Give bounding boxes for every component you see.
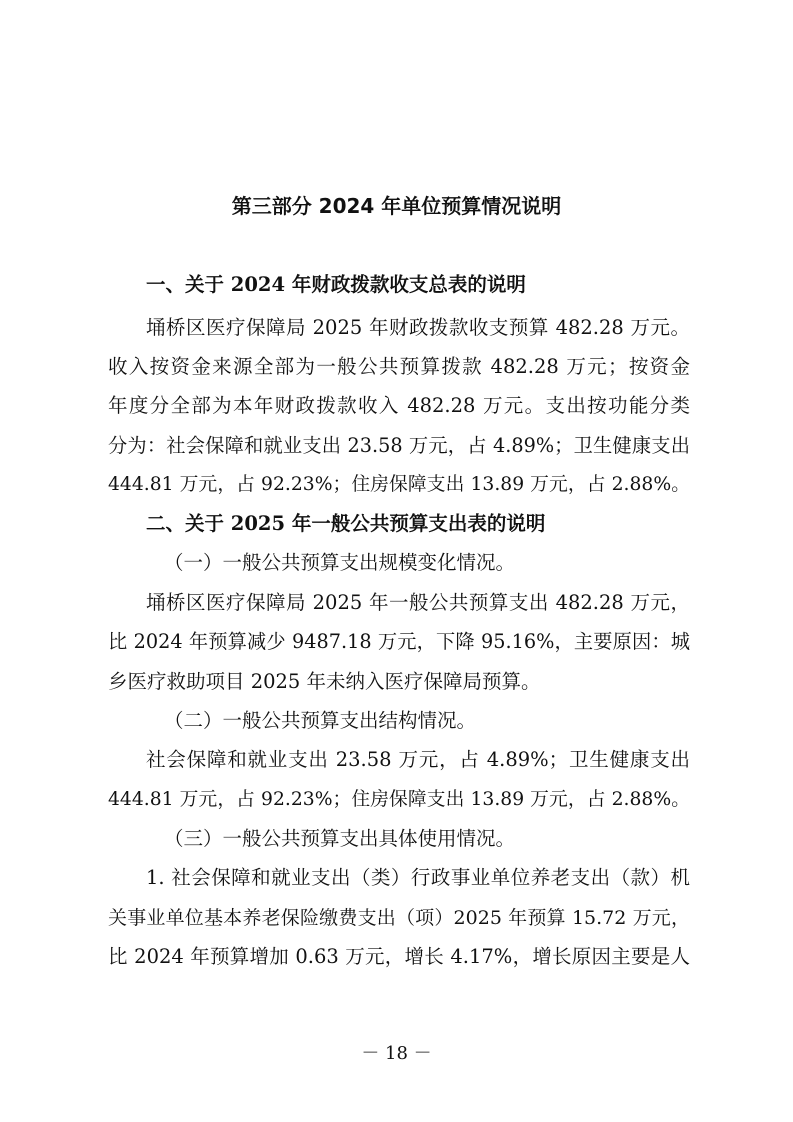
paragraph-line: 乡医疗救助项目 2025 年未纳入医疗保障局预算。	[108, 670, 541, 693]
paragraph-line: 分为：社会保障和就业支出 23.58 万元，占 4.89%；卫生健康支出	[108, 434, 690, 457]
subsection-heading: （二）一般公共预算支出结构情况。	[164, 709, 477, 732]
paragraph-line: 关事业单位基本养老保险缴费支出（项）2025 年预算 15.72 万元，	[108, 907, 690, 929]
paragraph-line: 埇桥区医疗保障局 2025 年一般公共预算支出 482.28 万元，	[146, 591, 690, 614]
paragraph-line: 比 2024 年预算减少 9487.18 万元，下降 95.16%，主要原因：城	[108, 630, 690, 653]
paragraph-line: 444.81 万元，占 92.23%；住房保障支出 13.89 万元，占 2.88%。	[108, 474, 690, 495]
section-heading-2: 二、关于 2025 年一般公共预算支出表的说明	[146, 512, 546, 535]
paragraph-line: 收入按资金来源全部为一般公共预算拨款 482.28 万元；按资金	[108, 355, 690, 378]
paragraph-line: 1. 社会保障和就业支出（类）行政事业单位养老支出（款）机	[146, 866, 690, 889]
subsection-heading: （一）一般公共预算支出规模变化情况。	[164, 551, 516, 574]
subsection-heading: （三）一般公共预算支出具体使用情况。	[164, 827, 516, 850]
paragraph-line: 444.81 万元，占 92.23%；住房保障支出 13.89 万元，占 2.88%。	[108, 789, 690, 810]
page-number: － 18 －	[361, 1043, 432, 1064]
paragraph-line: 比 2024 年预算增加 0.63 万元，增长 4.17%，增长原因主要是人	[108, 945, 690, 968]
page-title: 第三部分 2024 年单位预算情况说明	[231, 194, 562, 218]
paragraph-line: 年度分全部为本年财政拨款收入 482.28 万元。支出按功能分类	[108, 394, 690, 417]
paragraph-line: 埇桥区医疗保障局 2025 年财政拨款收支预算 482.28 万元。	[146, 316, 690, 339]
paragraph-line: 社会保障和就业支出 23.58 万元，占 4.89%；卫生健康支出	[146, 748, 690, 771]
section-heading-1: 一、关于 2024 年财政拨款收支总表的说明	[146, 273, 526, 296]
